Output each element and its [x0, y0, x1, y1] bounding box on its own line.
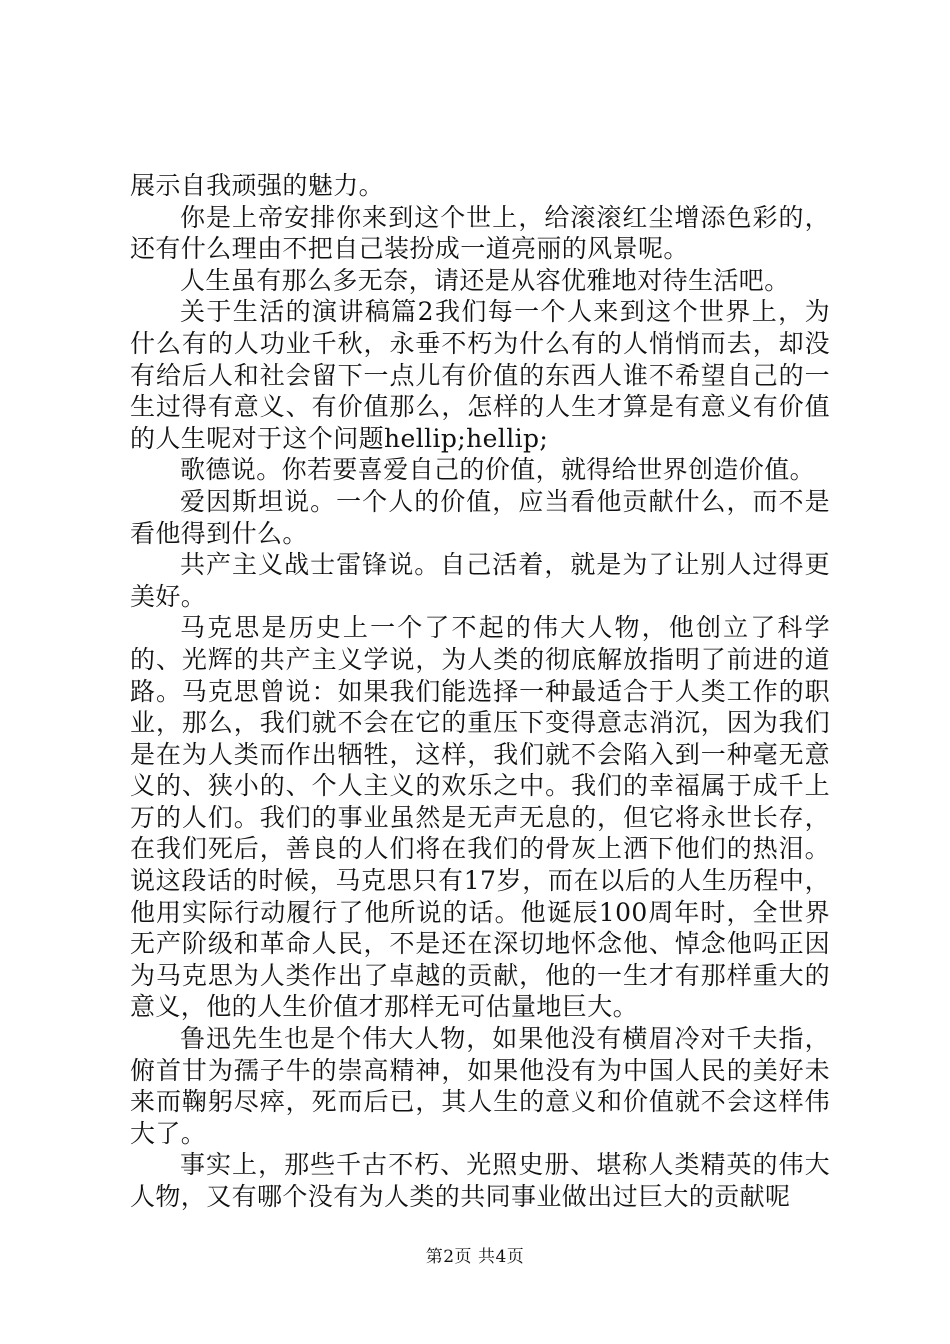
paragraph-quote-einstein: 爱因斯坦说。一个人的价值，应当看他贡献什么，而不是看他得到什么。	[130, 486, 830, 548]
page-number-footer: 第2页 共4页	[425, 1247, 525, 1267]
document-body	[130, 170, 830, 1213]
paragraph-quote-goethe: 歌德说。你若要喜爱自己的价值，就得给世界创造价值。	[180, 455, 816, 485]
paragraph-marx: 马克思是历史上一个了不起的伟大人物，他创立了科学的、光辉的共产主义学说，为人类的彻底解放指明了前进的道路。马克思曾说：如果我们能选择一种最适合于人类工作的职业，那么，我们就不会在它的重压下变得意志消沉，因为我们是在为人类而作出牺牲，这样，我们就不会陷入到一种毫无意义的、狭小的、个人主义的欢乐之中。我们的幸福属于成千上万的人们。我们的事业虽然是无声无息的，但它将永世长存，在我们死后，善良的人们将在我们的骨灰上洒下他们的热泪。说这段话的时候，马克思只有17岁，而在以后的人生历程中，他用实际行动履行了他所说的话。他诞辰100周年时，全世界无产阶级和革命人民，不是还在深切地怀念他、悼念他吗正因为马克思为人类作出了卓越的贡献，他的一生才有那样重大的意义，他的人生价值才那样无可估量地巨大。	[130, 613, 830, 1022]
paragraph: 关于生活的演讲稿篇2我们每一个人来到这个世界上，为什么有的人功业千秋，永垂不朽为什么有的人悄悄而去，却没有给后人和社会留下一点儿有价值的东西人谁不希望自己的一生过得有意义、有价值那么，怎样的人生才算是有意义有价值的人生呢对于这个问题hellip;hellip;	[130, 297, 830, 453]
paragraph-luxun: 鲁迅先生也是个伟大人物，如果他没有横眉冷对千夫指，俯首甘为孺子牛的崇高精神，如果他没有为中国人民的美好未来而鞠躬尽瘁，死而后已，其人生的意义和价值就不会这样伟大了。	[130, 1024, 830, 1148]
paragraph-quote-leifeng: 共产主义战士雷锋说。自己活着，就是为了让别人过得更美好。	[130, 550, 830, 611]
paragraph: 你是上帝安排你来到这个世上，给滚滚红尘增添色彩的，还有什么理由不把自己装扮成一道亮丽的风景呢。	[130, 202, 830, 264]
paragraph-continuation: 展示自我顽强的魅力。	[130, 171, 385, 200]
paragraph: 人生虽有那么多无奈，请还是从容优雅地对待生活吧。	[180, 265, 790, 295]
paragraph: 事实上，那些千古不朽、光照史册、堪称人类精英的伟大人物，又有哪个没有为人类的共同事业做出过巨大的贡献呢	[130, 1150, 830, 1211]
